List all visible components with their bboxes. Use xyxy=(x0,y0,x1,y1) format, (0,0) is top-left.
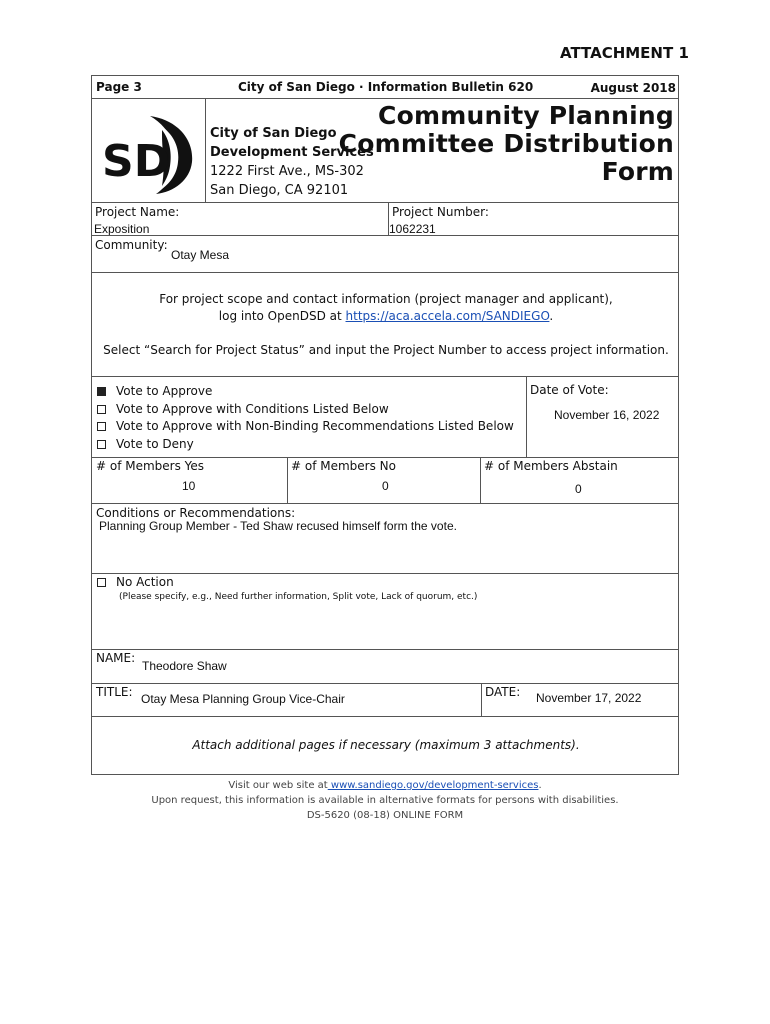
vote-recommendations-option[interactable]: Vote to Approve with Non-Binding Recommendations Listed Below xyxy=(97,418,514,436)
name-label: NAME: xyxy=(96,651,136,665)
attachment-label: ATTACHMENT 1 xyxy=(560,44,689,62)
footer-form-id: DS-5620 (08-18) ONLINE FORM xyxy=(306,810,464,821)
page-number: Page 3 xyxy=(96,80,142,94)
members-abstain-field[interactable]: 0 xyxy=(575,482,582,496)
website-link[interactable]: www.sandiego.gov/development-services xyxy=(327,780,539,791)
community-field[interactable]: Otay Mesa xyxy=(171,248,230,262)
info-line-1: For project scope and contact information (project manager and applicant), xyxy=(159,292,613,306)
info-line-2: log into OpenDSD at https://aca.accela.com/SANDIEGO. xyxy=(218,309,554,323)
name-field[interactable]: Theodore Shaw xyxy=(142,659,227,673)
footer-website: Visit our web site at www.sandiego.gov/development-services. xyxy=(228,780,542,791)
project-number-field[interactable]: 1062231 xyxy=(389,222,436,236)
project-name-field[interactable]: Exposition xyxy=(94,222,150,236)
community-label: Community: xyxy=(95,238,168,252)
project-number-label: Project Number: xyxy=(392,205,489,219)
org-department: Development Services xyxy=(210,145,374,160)
org-city: San Diego, CA 92101 xyxy=(210,183,349,198)
vote-approve-option[interactable]: Vote to Approve xyxy=(97,383,514,401)
org-name: City of San Diego xyxy=(210,126,337,141)
project-name-label: Project Name: xyxy=(95,205,180,219)
members-abstain-label: # of Members Abstain xyxy=(484,459,618,473)
members-yes-label: # of Members Yes xyxy=(96,459,205,473)
date-field[interactable]: November 17, 2022 xyxy=(536,691,642,705)
distribution-form xyxy=(91,75,679,775)
conditions-label: Conditions or Recommendations: xyxy=(96,506,296,520)
vote-date-field[interactable]: November 16, 2022 xyxy=(554,408,660,422)
vote-deny-option[interactable]: Vote to Deny xyxy=(97,436,514,454)
sd-logo-mark xyxy=(100,110,196,196)
form-title: Community Planning Committee Distribution Form xyxy=(338,101,674,186)
vote-conditions-option[interactable]: Vote to Approve with Conditions Listed Below xyxy=(97,401,514,419)
vote-recommendations-checkbox[interactable] xyxy=(97,422,106,431)
vote-conditions-checkbox[interactable] xyxy=(97,405,106,414)
no-action-hint: (Please specify, e.g., Need further information, Split vote, Lack of quorum, etc.) xyxy=(119,592,478,602)
vote-options xyxy=(97,383,514,453)
opendsd-link[interactable]: https://aca.accela.com/SANDIEGO xyxy=(345,309,550,323)
members-no-field[interactable]: 0 xyxy=(382,479,389,493)
sd-logo xyxy=(100,110,196,196)
attach-note: Attach additional pages if necessary (maximum 3 attachments). xyxy=(192,738,580,752)
org-street: 1222 First Ave., MS-302 xyxy=(210,164,364,179)
title-field[interactable]: Otay Mesa Planning Group Vice-Chair xyxy=(141,692,345,706)
bulletin-title: City of San Diego · Information Bulletin 620 xyxy=(238,80,534,94)
footer-accessibility: Upon request, this information is available in alternative formats for persons with disabilities. xyxy=(151,795,619,806)
conditions-field[interactable]: Planning Group Member - Ted Shaw recused himself form the vote. xyxy=(99,519,457,533)
logo-text: SD xyxy=(102,136,171,187)
no-action-checkbox[interactable] xyxy=(97,578,106,587)
bulletin-date: August 2018 xyxy=(590,81,676,95)
no-action-option[interactable]: No Action xyxy=(97,575,174,589)
title-label: TITLE: xyxy=(96,685,133,699)
vote-approve-checkbox[interactable] xyxy=(97,387,106,396)
vote-date-label: Date of Vote: xyxy=(530,383,609,397)
vote-deny-checkbox[interactable] xyxy=(97,440,106,449)
members-yes-field[interactable]: 10 xyxy=(182,479,196,493)
date-label: DATE: xyxy=(485,685,521,699)
members-no-label: # of Members No xyxy=(291,459,396,473)
info-line-3: Select “Search for Project Status” and input the Project Number to access project information. xyxy=(103,343,669,357)
